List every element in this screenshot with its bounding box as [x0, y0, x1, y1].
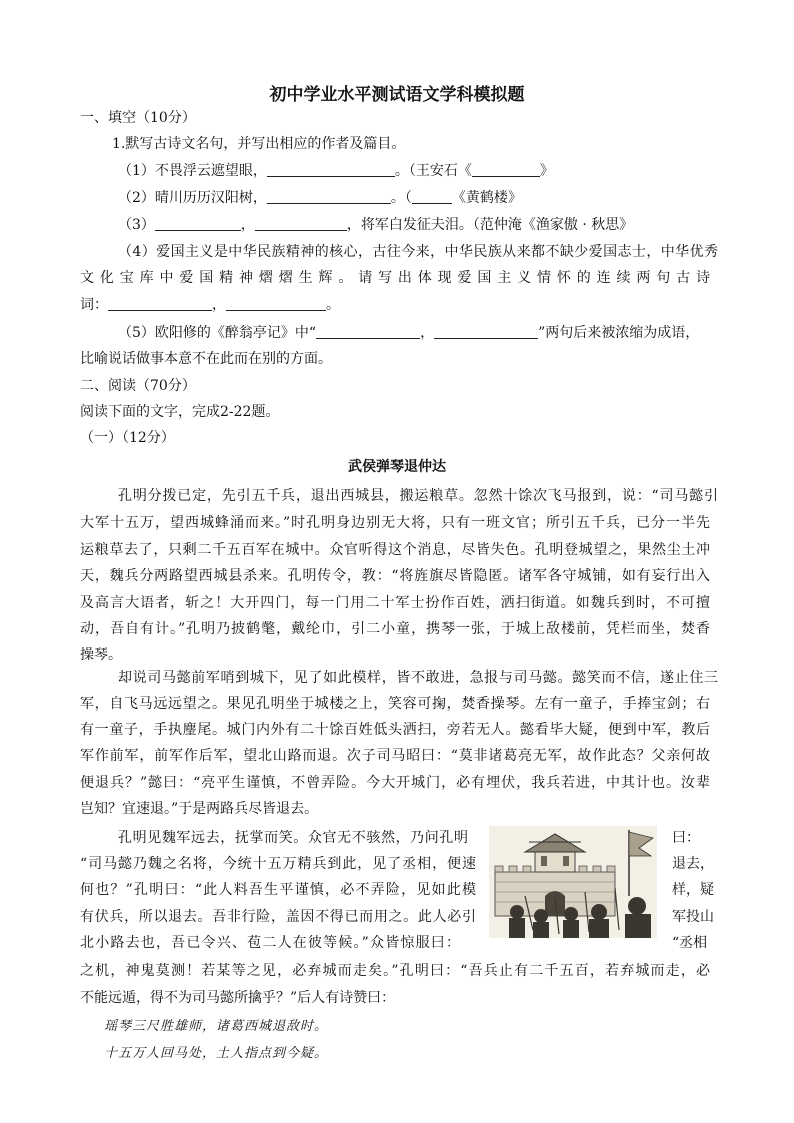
p3-line: 北小路去也，吾已令兴、苞二人在彼等候。”众皆惊服曰： [80, 935, 460, 951]
item-5 [118, 322, 699, 344]
p3-line-right: 退去， [672, 856, 714, 872]
item-4-text: 。 [326, 297, 340, 313]
p2-line: 却说司马懿前军哨到城下，见了如此模样，皆不敢进，急报与司马懿。懿笑而不信，遂止住三 [118, 670, 718, 686]
answer-blank [434, 324, 538, 339]
p1-line: 孔明分拨已定，先引五千兵，退出西城县，搬运粮草。忽然十馀次飞马报到，说：“司马懿引 [118, 488, 718, 504]
answer-blank [267, 162, 395, 177]
p3-line-right: 军投山 [672, 909, 714, 925]
section2-header: 二、阅读（70分） [80, 378, 196, 394]
passage-title: 武侯弹琴退仲达 [348, 459, 446, 475]
item-1-text: 。（王安石《 [394, 163, 472, 179]
item-1-text: （1）不畏浮云遮望眼， [118, 163, 267, 179]
p2-line: 有一童子，手执麈尾。城门内外有二十馀百姓低头洒扫，旁若无人。懿看毕大疑，便到中军，教后 [80, 722, 710, 738]
page-title: 初中学业水平测试语文学科模拟题 [269, 85, 525, 105]
p3-line: 何也？”孔明曰：“此人料吾生平谨慎，必不弄险，见如此模 [80, 882, 476, 898]
p1-line: 操琴。 [80, 647, 122, 663]
item-3-text: （3） [118, 217, 155, 233]
poem-line: 十五万人回马处，土人指点到今疑。 [104, 1046, 329, 1061]
answer-blank [472, 162, 540, 177]
p3-line: 有伏兵，所以退去。吾非行险，盖因不得已而用之。此人必引 [80, 909, 476, 925]
item-2-text: 《黄鹤楼》 [451, 190, 522, 206]
item-4-line1: （4）爱国主义是中华民族精神的核心，古往今来，中华民族从来都不缺少爱国志士，中华优秀 [118, 244, 718, 260]
p3-line: 不能远遁，得不为司马懿所擒乎？”后人有诗赞曰： [80, 990, 396, 1006]
p2-line: 军作前军，前军作后军，望北山路而退。次子司马昭曰：“莫非诸葛亮无军，故作此态？父亲何故 [80, 748, 710, 764]
item-5-text: ， [420, 325, 435, 341]
p3-line: 之机，神鬼莫测！若某等之见，必弃城而走矣。”孔明曰：“吾兵止有二千五百，若弃城而走，必 [80, 963, 710, 979]
p1-line: 动，吾自有计。”孔明乃披鹤氅，戴纶巾，引二小童，携琴一张，于城上敌楼前，凭栏而坐，焚香 [80, 621, 710, 637]
p1-line: 天，魏兵分两路望西城县杀来。孔明传令，教：“将旌旗尽皆隐匿。诸军各守城铺，如有妄行出入 [80, 568, 710, 584]
item-3-text: ，将军白发征夫泪。（范仲淹《渔家傲 · 秋思》 [346, 217, 634, 233]
reading-instruction: 阅读下面的文字，完成2-22题。 [80, 404, 280, 420]
poem-line: 瑶琴三尺胜雄师，诸葛西城退敌时。 [104, 1019, 329, 1034]
section1-header: 一、填空（10分） [80, 110, 196, 126]
part-label: （一）（12分） [80, 430, 175, 446]
item-4-line3 [80, 294, 340, 316]
answer-blank [316, 324, 420, 339]
p1-line: 运粮草去了，只剩二千五百军在城中。众官听得这个消息，尽皆失色。孔明登城望之，果然尘土冲 [80, 542, 710, 558]
answer-blank [412, 189, 452, 204]
item-4-line2: 文化宝库中爱国精神熠熠生辉。请写出体现爱国主义情怀的连续两句古诗 [80, 270, 710, 286]
item-4-text: 词： [80, 297, 108, 313]
p2-line: 岂知？宜速退。”于是两路兵尽皆退去。 [80, 801, 319, 817]
item-5-line2: 比喻说话做事本意不在此而在别的方面。 [80, 351, 332, 367]
item-2-text: 。（ [390, 190, 412, 206]
item-5-text: ”两句后来被浓缩为成语， [538, 325, 700, 341]
answer-blank [155, 216, 241, 231]
answer-blank [226, 296, 326, 311]
p3-line-right: 曰： [672, 830, 700, 846]
p3-line-right: 样，疑 [672, 882, 714, 898]
p1-line: 大军十五万，望西城蜂涌而来。”时孔明身边别无大将，只有一班文官；所引五千兵，已分一半先 [80, 515, 710, 531]
p3-line: “司马懿乃魏之名将，今统十五万精兵到此，见了丞相，便速 [80, 856, 476, 872]
p3-line-right: “丞相 [672, 935, 708, 951]
illustration-drawing [489, 826, 657, 938]
answer-blank [108, 296, 212, 311]
item-3 [118, 214, 633, 236]
answer-blank [255, 216, 347, 231]
item-5-text: （5）欧阳修的《醉翁亭记》中“ [118, 325, 317, 341]
answer-blank [267, 189, 391, 204]
p3-line: 孔明见魏军远去，抚掌而笑。众官无不骇然，乃问孔明 [118, 830, 468, 846]
question-1-prompt: 1.默写古诗文名句，并写出相应的作者及篇目。 [112, 136, 406, 152]
p1-line: 及高言大语者，斩之！大开四门，每一门用二十军士扮作百姓，洒扫街道。如魏兵到时，不可擅 [80, 595, 710, 611]
item-2-text: （2）晴川历历汉阳树， [118, 190, 267, 206]
p2-line: 军，自飞马远远望之。果见孔明坐于城楼之上，笑容可掬，焚香操琴。左有一童子，手捧宝剑；右 [80, 696, 710, 712]
item-3-text: ， [240, 217, 255, 233]
item-2 [118, 187, 522, 209]
item-1-text: 》 [539, 163, 554, 179]
p2-line: 便退兵？”懿曰：“亮平生谨慎，不曾弄险。今大开城门，必有埋伏，我兵若进，中其计也。汝辈 [80, 775, 710, 791]
item-4-text: ， [212, 297, 226, 313]
city-gate-illustration [489, 826, 657, 938]
item-1 [118, 160, 554, 182]
